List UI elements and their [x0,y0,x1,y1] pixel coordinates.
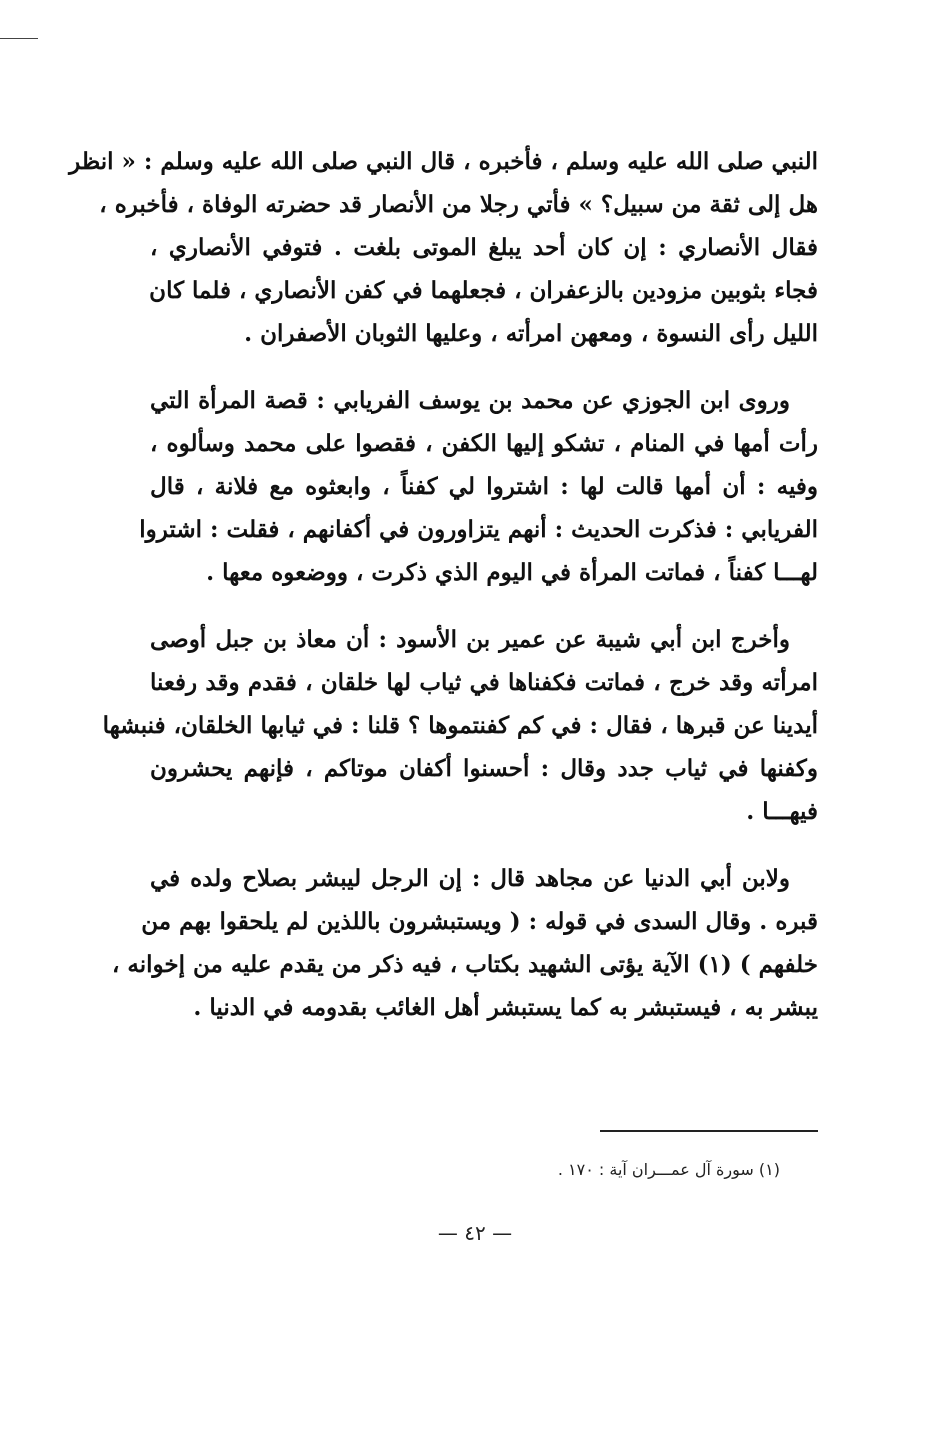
paragraph-3 [102,618,818,833]
text-line: وكفنها في ثياب جدد وقال : أحسنوا أكفان موتاكم ، فإنهم يحشرون [150,755,818,782]
text-line: أيدينا عن قبرها ، فقال : في كم كفنتموها ؟ قلنا : في ثيابها الخلقان، فنبشها [102,712,818,739]
paragraph-4 [111,857,818,1029]
footnote-separator [600,1130,818,1132]
paragraph-2 [139,379,818,594]
text-line: يبشر به ، فيستبشر به كما يستبشر أهل الغائب بقدومه في الدنيا . [193,994,818,1021]
footnote: (١) سورة آل عمـــران آية : ١٧٠ . [557,1160,780,1179]
text-line: امرأته وقد خرج ، فماتت فكفناها في ثياب لها خلقان ، فقدم وقد رفعنا [150,669,818,696]
text-line: وأخرج ابن أبي شيبة عن عمير بن الأسود : أن معاذ بن جبل أوصى [150,626,790,653]
paragraph-1 [69,140,818,355]
text-line: الفريابي : فذكرت الحديث : أنهم يتزاورون في أكفانهم ، فقلت : اشتروا [139,516,818,543]
body-text [69,140,818,1053]
text-line: الليل رأى النسوة ، ومعهن امرأته ، وعليها الثوبان الأصفران . [244,320,818,347]
text-line: خلفهم ) (١) الآية يؤتى الشهيد بكتاب ، فيه ذكر من يقدم عليه من إخوانه ، [111,951,818,978]
text-line: فقال الأنصاري : إن كان أحد يبلغ الموتى بلغت . فتوفي الأنصاري ، [150,234,818,261]
scan-edge-rule [0,38,38,39]
text-line: فجاء بثوبين مزودين بالزعفران ، فجعلهما في كفن الأنصاري ، فلما كان [149,277,818,304]
text-line: ولابن أبي الدنيا عن مجاهد قال : إن الرجل ليبشر بصلاح ولده في [150,865,790,892]
text-line: رأت أمها في المنام ، تشكو إليها الكفن ، فقصوا على محمد وسألوه ، [150,430,818,457]
text-line: وفيه : أن أمها قالت لها : اشتروا لي كفناً ، وابعثوه مع فلانة ، قال [150,473,818,500]
text-line: فيهـــا . [746,798,818,825]
page-number: — ٤٢ — [437,1221,513,1245]
text-line: وروى ابن الجوزي عن محمد بن يوسف الفريابي : قصة المرأة التي [150,387,790,414]
text-line: هل إلى ثقة من سبيل؟ » فأتي رجلا من الأنصار قد حضرته الوفاة ، فأخبره ، [99,191,818,218]
text-line: قبره . وقال السدى في قوله : ( ويستبشرون باللذين لم يلحقوا بهم من [141,908,818,935]
text-line: لهـــا كفناً ، فماتت المرأة في اليوم الذي ذكرت ، ووضعوه معها . [206,559,818,586]
text-line: النبي صلى الله عليه وسلم ، فأخبره ، قال النبي صلى الله عليه وسلم : « انظر [69,148,818,175]
